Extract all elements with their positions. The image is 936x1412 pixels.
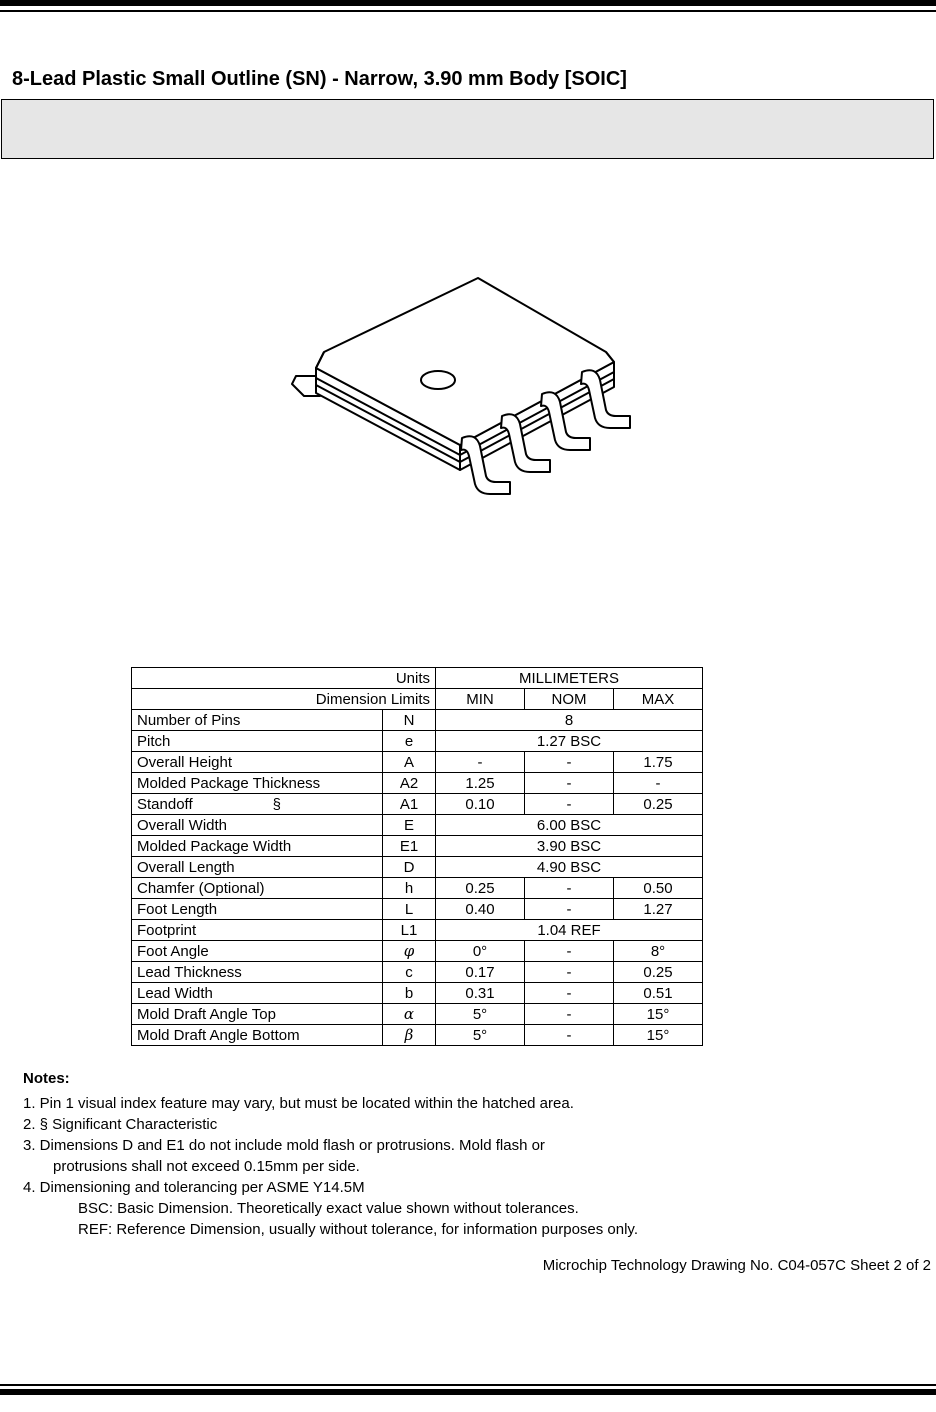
dim-max: 8°	[614, 941, 703, 962]
top-rule-thin	[0, 10, 936, 12]
dim-max: 1.27	[614, 899, 703, 920]
units-label: Units	[132, 668, 436, 689]
dim-min: 0.17	[436, 962, 525, 983]
dim-name-text: Overall Width	[137, 816, 228, 834]
dim-name-text: Number of Pins	[137, 711, 241, 729]
col-nom: NOM	[525, 689, 614, 710]
dim-max: 0.50	[614, 878, 703, 899]
table-row	[132, 983, 703, 1004]
dim-min: 5°	[436, 1025, 525, 1046]
dim-symbol: A	[383, 752, 436, 773]
dim-name	[132, 752, 383, 773]
dim-nom: -	[525, 983, 614, 1004]
dim-name-text: Molded Package Thickness	[137, 774, 321, 792]
table-row	[132, 1004, 703, 1025]
limits-label: Dimension Limits	[132, 689, 436, 710]
dim-name	[132, 899, 383, 920]
dimensions-table	[131, 667, 703, 1046]
soic-package-illustration	[280, 270, 640, 500]
dim-name	[132, 878, 383, 899]
bottom-rule-thin	[0, 1384, 936, 1386]
table-row	[132, 920, 703, 941]
dim-symbol: L1	[383, 920, 436, 941]
dim-symbol: b	[383, 983, 436, 1004]
drawing-number: Microchip Technology Drawing No. C04-057C Sheet 2 of 2	[542, 1257, 931, 1274]
dim-min: 0.40	[436, 899, 525, 920]
note-ref: REF: Reference Dimension, usually without tolerance, for information purposes only.	[78, 1221, 638, 1238]
dim-max: 1.75	[614, 752, 703, 773]
table-row	[132, 941, 703, 962]
dim-symbol: β	[383, 1025, 436, 1046]
dim-symbol: A2	[383, 773, 436, 794]
dim-name	[132, 1004, 383, 1025]
dim-nom: -	[525, 878, 614, 899]
dim-name-text: Lead Width	[137, 984, 213, 1002]
dim-min: 0.25	[436, 878, 525, 899]
dim-name	[132, 815, 383, 836]
dim-min: 0.10	[436, 794, 525, 815]
note-3-continued: protrusions shall not exceed 0.15mm per side.	[53, 1158, 360, 1175]
dim-value: 8	[436, 710, 703, 731]
dim-name	[132, 962, 383, 983]
table-header-units	[132, 668, 703, 689]
table-row	[132, 731, 703, 752]
dim-nom: -	[525, 962, 614, 983]
notes-section	[23, 1068, 638, 1240]
dim-nom: -	[525, 752, 614, 773]
table-row	[132, 1025, 703, 1046]
dim-symbol: E1	[383, 836, 436, 857]
dim-name-text: Mold Draft Angle Bottom	[137, 1026, 300, 1044]
significant-mark: §	[272, 795, 281, 813]
dim-max: 15°	[614, 1025, 703, 1046]
note-4: 4. Dimensioning and tolerancing per ASME Y14.5M	[23, 1179, 365, 1196]
dim-min: 0.31	[436, 983, 525, 1004]
dim-symbol: D	[383, 857, 436, 878]
dim-max: 0.51	[614, 983, 703, 1004]
note-bsc: BSC: Basic Dimension. Theoretically exact value shown without tolerances.	[78, 1200, 579, 1217]
table-row	[132, 857, 703, 878]
table-row	[132, 710, 703, 731]
dim-symbol: e	[383, 731, 436, 752]
dim-name	[132, 941, 383, 962]
dim-symbol: A1	[383, 794, 436, 815]
dim-name-text: Footprint	[137, 921, 197, 939]
table-row	[132, 899, 703, 920]
dim-symbol: h	[383, 878, 436, 899]
note-1: 1. Pin 1 visual index feature may vary, but must be located within the hatched area.	[23, 1095, 574, 1112]
dim-min: 0°	[436, 941, 525, 962]
dim-name	[132, 1025, 383, 1046]
dim-nom: -	[525, 1004, 614, 1025]
dim-symbol: N	[383, 710, 436, 731]
table-row	[132, 794, 703, 815]
dim-max: 15°	[614, 1004, 703, 1025]
dim-max: 0.25	[614, 794, 703, 815]
dim-value: 1.27 BSC	[436, 731, 703, 752]
table-row	[132, 962, 703, 983]
table-row	[132, 878, 703, 899]
dim-name	[132, 773, 383, 794]
dim-name-text: Foot Angle	[137, 942, 209, 960]
table-header-limits	[132, 689, 703, 710]
dim-symbol: φ	[383, 941, 436, 962]
dim-min: 5°	[436, 1004, 525, 1025]
dim-name	[132, 794, 383, 815]
dimension-rows	[132, 710, 703, 1046]
dim-nom: -	[525, 899, 614, 920]
table-row	[132, 752, 703, 773]
dim-nom: -	[525, 794, 614, 815]
page-title: 8-Lead Plastic Small Outline (SN) - Narrow, 3.90 mm Body [SOIC]	[12, 68, 627, 90]
dim-name	[132, 920, 383, 941]
notes-heading: Notes:	[23, 1070, 70, 1087]
dim-value: 1.04 REF	[436, 920, 703, 941]
dim-nom: -	[525, 1025, 614, 1046]
units-value: MILLIMETERS	[436, 668, 703, 689]
dim-symbol: α	[383, 1004, 436, 1025]
dim-name	[132, 857, 383, 878]
table-row	[132, 836, 703, 857]
dim-name-text: Chamfer (Optional)	[137, 879, 265, 897]
bottom-rule-thick	[0, 1389, 936, 1395]
dim-min: 1.25	[436, 773, 525, 794]
dim-symbol: c	[383, 962, 436, 983]
col-max: MAX	[614, 689, 703, 710]
dim-symbol: L	[383, 899, 436, 920]
dim-name-text: Pitch	[137, 732, 171, 750]
col-min: MIN	[436, 689, 525, 710]
dim-name	[132, 710, 383, 731]
dim-nom: -	[525, 773, 614, 794]
dim-name-text: Overall Height	[137, 753, 233, 771]
dim-name-text: Lead Thickness	[137, 963, 242, 981]
dim-nom: -	[525, 941, 614, 962]
dim-value: 3.90 BSC	[436, 836, 703, 857]
note-bar	[1, 99, 934, 159]
top-rule-thick	[0, 0, 936, 6]
dim-name-text: Foot Length	[137, 900, 218, 918]
dim-name-text: Molded Package Width	[137, 837, 292, 855]
note-2: 2. § Significant Characteristic	[23, 1116, 218, 1133]
dim-value: 4.90 BSC	[436, 857, 703, 878]
dim-name	[132, 836, 383, 857]
dim-name	[132, 983, 383, 1004]
dim-max: 0.25	[614, 962, 703, 983]
dim-min: -	[436, 752, 525, 773]
dim-name-text: Mold Draft Angle Top	[137, 1005, 276, 1023]
note-3: 3. Dimensions D and E1 do not include mold flash or protrusions. Mold flash or	[23, 1137, 545, 1154]
dim-symbol: E	[383, 815, 436, 836]
dim-name	[132, 731, 383, 752]
table-row	[132, 815, 703, 836]
dim-max: -	[614, 773, 703, 794]
dim-name-text: Standoff	[137, 795, 193, 813]
table-row	[132, 773, 703, 794]
dim-value: 6.00 BSC	[436, 815, 703, 836]
dim-name-text: Overall Length	[137, 858, 235, 876]
